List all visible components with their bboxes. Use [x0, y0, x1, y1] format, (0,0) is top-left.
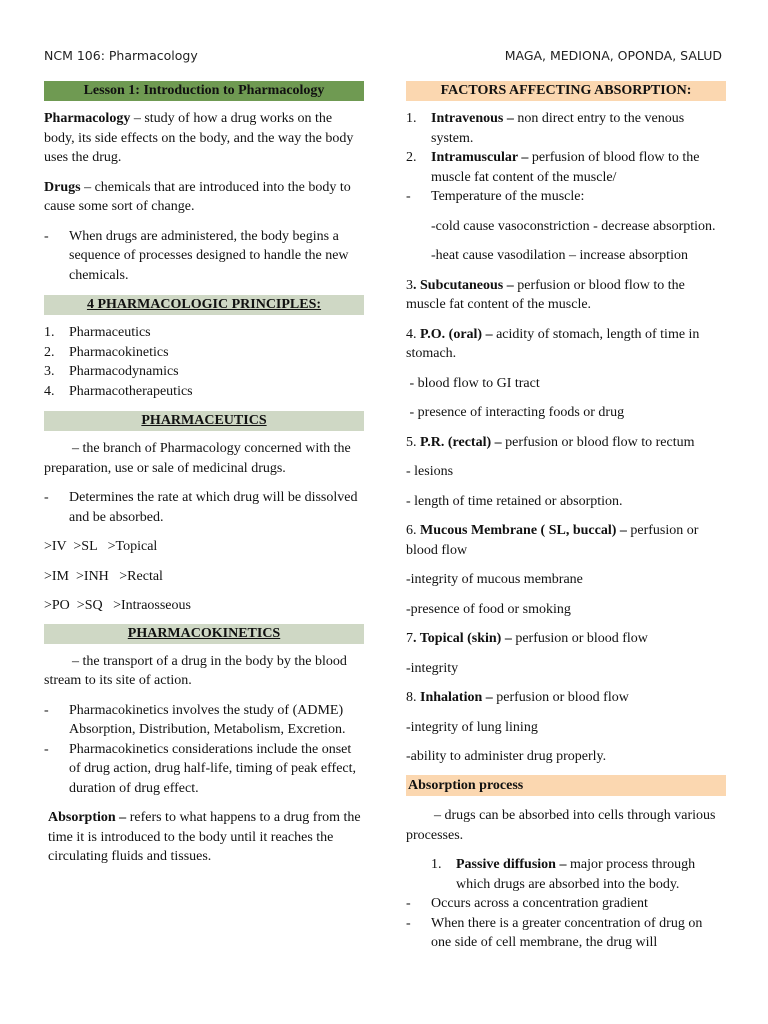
factor-7-term: . Topical (skin) –	[413, 631, 512, 646]
factor-6-note-2: -presence of food or smoking	[406, 601, 571, 617]
list-item: 1. Pharmaceutics	[44, 325, 151, 340]
absorption-definition	[44, 808, 364, 867]
list-item: - When drugs are administered, the body begins a sequence of processes designed to handle the new chemicals.	[44, 228, 349, 283]
drugs-definition	[44, 178, 364, 217]
factors-list	[406, 109, 726, 207]
factor-5-note-1: - lesions	[406, 464, 454, 479]
absorption-process-definition: – drugs can be absorbed into cells through various processes.	[406, 808, 716, 843]
routes-line-2: >IM >INH >Rectal	[44, 568, 163, 584]
factor-8-note-2: -ability to administer drug properly.	[406, 749, 607, 764]
lesson-title: Lesson 1: Introduction to Pharmacology	[44, 81, 364, 101]
pharmaceutics-bullets	[44, 488, 364, 527]
factor-7-number: 7	[406, 631, 413, 646]
factor-5	[406, 433, 726, 453]
factor-6-term: Mucous Membrane ( SL, buccal) –	[420, 523, 627, 538]
absorption-process-title: Absorption process	[406, 775, 726, 797]
authors: MAGA, MEDIONA, OPONDA, SALUD	[504, 48, 722, 63]
pharmaceutics-bullet-text: Determines the rate at which drug will be dissolved and be absorbed.	[69, 490, 358, 525]
pharmaceutics-definition: – the branch of Pharmacology concerned with the preparation, use or sale of medicinal drugs.	[44, 441, 351, 476]
factor-2-number: 2.	[406, 150, 417, 165]
pharmaceutics-title: PHARMACEUTICS	[44, 411, 364, 431]
list-item	[431, 855, 726, 894]
factor-6	[406, 521, 726, 560]
list-item: - Occurs across a concentration gradient	[406, 896, 648, 911]
pharmacology-term: Pharmacology	[44, 111, 131, 126]
principles-list	[44, 323, 364, 401]
factor-8	[406, 688, 726, 708]
passive-diffusion-number: 1.	[431, 857, 442, 872]
passive-diffusion-def: major process through which drugs are absorbed into the body.	[456, 857, 696, 892]
factor-6-note-1: -integrity of mucous membrane	[406, 572, 583, 587]
factor-2-bullet: Temperature of the muscle:	[431, 189, 585, 204]
factor-1-term: Intravenous –	[431, 111, 514, 126]
list-item: 3. Pharmacodynamics	[44, 364, 179, 379]
factor-3-number: 3	[406, 277, 413, 293]
process-list	[406, 855, 726, 894]
factor-4-number: 4.	[406, 326, 420, 342]
factor-6-number: 6.	[406, 523, 420, 538]
factor-5-note-2: - length of time retained or absorption.	[406, 493, 623, 509]
factor-2-term: Intramuscular –	[431, 150, 529, 165]
passive-diffusion-bullets	[406, 894, 726, 953]
factors-title: FACTORS AFFECTING ABSORPTION:	[406, 81, 726, 101]
principles-title: 4 PHARMACOLOGIC PRINCIPLES:	[44, 295, 364, 315]
principle-4: Pharmacotherapeutics	[69, 383, 193, 399]
principle-2: Pharmacokinetics	[69, 344, 169, 360]
left-column	[44, 81, 364, 877]
pharmacokinetics-definition: – the transport of a drug in the body by the blood stream to its site of action.	[44, 653, 347, 688]
factor-5-term: P.R. (rectal) –	[420, 434, 502, 450]
pk-bullet-1: Pharmacokinetics involves the study of (ADME) Absorption, Distribution, Metabolism, Excretion.	[69, 702, 346, 737]
factor-7	[406, 629, 726, 649]
factor-4-note-1: - blood flow to GI tract	[406, 375, 540, 391]
factor-5-def: perfusion or blood flow to rectum	[501, 434, 695, 450]
factor-2-def: perfusion of blood flow to the muscle fat content of the muscle/	[431, 150, 700, 185]
pd-bullet-2: When there is a greater concentration of drug on one side of cell membrane, the drug will	[431, 915, 703, 950]
list-item: - Pharmacokinetics involves the study of (ADME) Absorption, Distribution, Metabolism, Excretion.	[44, 702, 346, 737]
absorption-def-text: refers to what happens to a drug from the time it is introduced to the body until it reaches the circulating fluids and tissues.	[48, 810, 361, 864]
routes-line-1: >IV >SL >Topical	[44, 539, 158, 554]
factor-7-def: perfusion or blood flow	[511, 631, 648, 646]
drugs-def-text: – chemicals that are introduced into the body to cause some sort of change.	[44, 179, 351, 214]
factor-3	[406, 276, 726, 315]
pharmacology-def-text: – study of how a drug works on the body, its side effects on the body, and the way the body uses the drug.	[44, 111, 354, 165]
list-item: - When there is a greater concentration of drug on one side of cell membrane, the drug will	[406, 915, 703, 950]
principle-1: Pharmaceutics	[69, 325, 151, 340]
factor-1-def: non direct entry to the venous system.	[431, 111, 685, 146]
factor-2-heat: -heat cause vasodilation – increase absorption	[431, 248, 688, 263]
factor-5-number: 5.	[406, 434, 420, 450]
factor-4	[406, 325, 726, 364]
list-item: - Temperature of the muscle:	[406, 189, 585, 204]
factor-4-term: P.O. (oral) –	[420, 326, 493, 342]
factor-6-def: perfusion or blood flow	[406, 523, 699, 558]
pk-bullet-2: Pharmacokinetics considerations include the onset of drug action, drug half-life, timing of peak effect, duration of drug effect.	[69, 741, 357, 796]
factor-2-cold: -cold cause vasoconstriction - decrease absorption.	[431, 218, 716, 234]
passive-diffusion-term: Passive diffusion –	[456, 857, 567, 872]
right-column	[406, 81, 726, 953]
list-item: - Pharmacokinetics considerations include the onset of drug action, drug half-life, timing of peak effect, duration of drug effect.	[44, 741, 357, 796]
drugs-bullets	[44, 227, 364, 286]
factor-8-term: Inhalation –	[420, 690, 493, 705]
drugs-bullet-text: When drugs are administered, the body begins a sequence of processes designed to handle the new chemicals.	[69, 228, 349, 283]
pharmacokinetics-bullets	[44, 701, 364, 799]
list-item	[406, 148, 726, 187]
factor-8-note-1: -integrity of lung lining	[406, 719, 538, 735]
factor-3-def: perfusion or blood flow to the muscle fat content of the muscle.	[406, 277, 685, 312]
list-item: 2. Pharmacokinetics	[44, 344, 169, 360]
drugs-term: Drugs	[44, 179, 81, 195]
factor-8-number: 8.	[406, 690, 420, 705]
principle-3: Pharmacodynamics	[69, 364, 179, 379]
factor-1-number: 1.	[406, 111, 417, 126]
course-title: NCM 106: Pharmacology	[44, 48, 198, 63]
list-item	[406, 109, 726, 148]
list-item: 4. Pharmacotherapeutics	[44, 383, 193, 399]
factor-8-def: perfusion or blood flow	[492, 690, 629, 705]
routes-line-3: >PO >SQ >Intraosseous	[44, 598, 191, 613]
factor-7-note-1: -integrity	[406, 660, 459, 676]
pd-bullet-1: Occurs across a concentration gradient	[431, 896, 648, 911]
factor-4-note-2: - presence of interacting foods or drug	[406, 405, 625, 420]
factor-3-term: . Subcutaneous –	[413, 277, 514, 293]
pharmacology-definition	[44, 109, 364, 168]
absorption-term: Absorption –	[48, 810, 127, 825]
list-item: - Determines the rate at which drug will be dissolved and be absorbed.	[44, 490, 358, 525]
pharmacokinetics-title: PHARMACOKINETICS	[44, 624, 364, 644]
factor-4-def: acidity of stomach, length of time in stomach.	[406, 326, 700, 361]
